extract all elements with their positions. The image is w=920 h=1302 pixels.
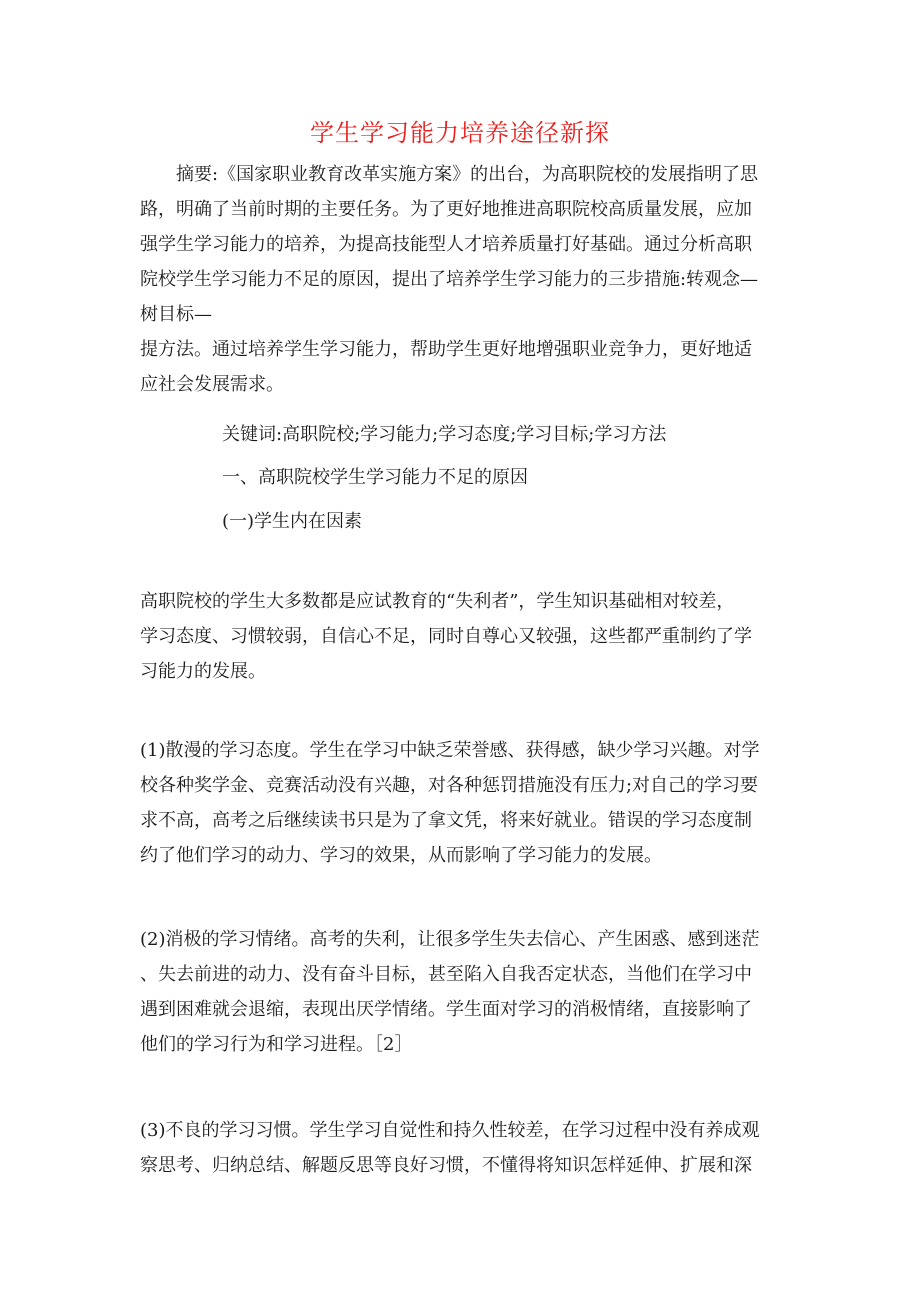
paragraph-line: (1)散漫的学习态度。学生在学习中缺乏荣誉感、获得感，缺少学习兴趣。对学: [140, 740, 760, 761]
paragraph-line: 学习态度、习惯较弱，自信心不足，同时自尊心又较强，这些都严重制约了学: [140, 626, 752, 647]
abstract-line: 院校学生学习能力不足的原因，提出了培养学生学习能力的三步措施:转观念—: [140, 269, 759, 290]
abstract-line: 树目标—: [140, 304, 212, 325]
section-heading: [222, 460, 782, 495]
abstract-line: 提方法。通过培养学生学习能力，帮助学生更好地增强职业竞争力，更好地适: [140, 339, 752, 360]
paragraph-line: 习能力的发展。: [140, 661, 266, 682]
paragraph-line: (2)消极的学习情绪。高考的失利，让很多学生失去信心、产生困惑、感到迷茫: [140, 929, 760, 950]
section-heading-text: 一、高职院校学生学习能力不足的原因: [222, 467, 528, 488]
abstract-line: 摘要:《国家职业教育改革实施方案》的出台，为高职院校的发展指明了思: [176, 164, 759, 185]
abstract-line: 路，明确了当前时期的主要任务。为了更好地推进高职院校高质量发展，应加: [140, 199, 752, 220]
paragraph-3: [140, 1113, 790, 1183]
paragraph-line: 他们的学习行为和学习进程。［2］: [140, 1034, 413, 1055]
keywords-text: 关键词:高职院校;学习能力;学习态度;学习目标;学习方法: [222, 424, 667, 445]
abstract-line: 应社会发展需求。: [140, 374, 284, 395]
keywords-line: [222, 417, 782, 452]
intro-paragraph: [140, 584, 790, 689]
abstract-line: 强学生学习能力的培养，为提高技能型人才培养质量打好基础。通过分析高职: [140, 234, 752, 255]
subsection-heading-text: (一)学生内在因素: [222, 511, 363, 532]
abstract-paragraph: [140, 157, 790, 402]
paragraph-2: [140, 922, 790, 1062]
paragraph-line: (3)不良的学习习惯。学生学习自觉性和持久性较差，在学习过程中没有养成观: [140, 1120, 760, 1141]
subsection-heading: [222, 504, 782, 539]
paragraph-line: 校各种奖学金、竞赛活动没有兴趣，对各种惩罚措施没有压力;对自己的学习要: [140, 775, 759, 796]
paragraph-line: 察思考、归纳总结、解题反思等良好习惯，不懂得将知识怎样延伸、扩展和深: [140, 1155, 752, 1176]
paragraph-line: 遇到困难就会退缩，表现出厌学情绪。学生面对学习的消极情绪，直接影响了: [140, 999, 752, 1020]
paragraph-1: [140, 733, 790, 873]
document-title: 学生学习能力培养途径新探: [310, 119, 610, 147]
paragraph-line: 约了他们学习的动力、学习的效果，从而影响了学习能力的发展。: [140, 845, 662, 866]
paragraph-line: 、失去前进的动力、没有奋斗目标，甚至陷入自我否定状态，当他们在学习中: [140, 964, 752, 985]
paragraph-line: 求不高，高考之后继续读书只是为了拿文凭，将来好就业。错误的学习态度制: [140, 810, 752, 831]
paragraph-line: 高职院校的学生大多数都是应试教育的“失利者”，学生知识基础相对较差，: [140, 591, 735, 612]
